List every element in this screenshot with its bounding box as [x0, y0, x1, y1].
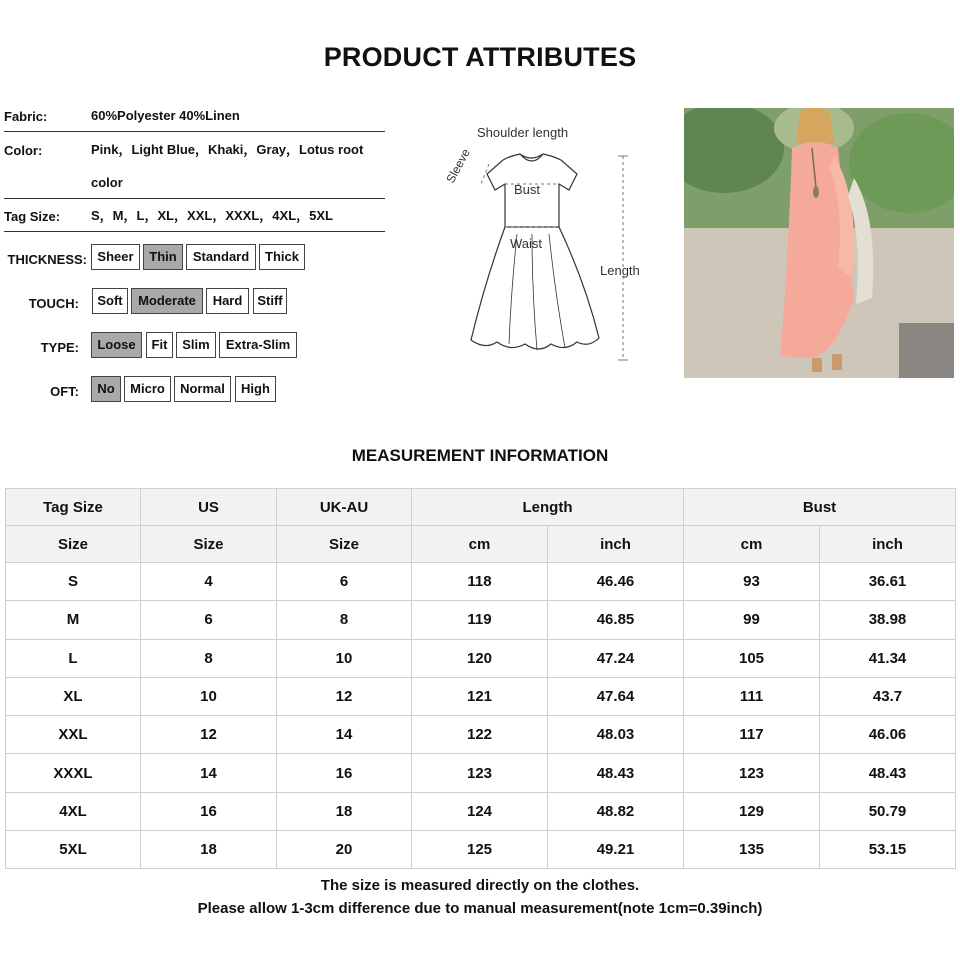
table-cell: 120	[412, 639, 548, 677]
table-cell: XL	[6, 677, 141, 715]
table-cell: XXL	[6, 716, 141, 754]
oft-high: High	[235, 376, 276, 402]
table-cell: 8	[277, 601, 412, 639]
table-cell: 122	[412, 716, 548, 754]
shoulder-length-label: Shoulder length	[477, 125, 569, 140]
header-cell: Bust	[684, 489, 956, 526]
table-row	[6, 754, 956, 792]
table-cell: 12	[141, 716, 277, 754]
divider	[4, 131, 385, 132]
table-cell: 10	[141, 677, 277, 715]
table-cell: 125	[412, 831, 548, 869]
measurement-title: MEASUREMENT INFORMATION	[351, 446, 609, 465]
fabric-value: 60%Polyester 40%Linen	[91, 108, 240, 123]
table-cell: 16	[277, 754, 412, 792]
table-row	[6, 792, 956, 830]
table-cell: 118	[412, 563, 548, 601]
table-cell: S	[6, 563, 141, 601]
table-cell: 47.24	[548, 639, 684, 677]
tag-size-label: Tag Size:	[4, 209, 61, 224]
table-cell: 4	[141, 563, 277, 601]
table-cell: 18	[277, 792, 412, 830]
note-line-2: Please allow 1-3cm difference due to manual measurement(note 1cm=0.39inch)	[197, 900, 763, 917]
table-cell: 18	[141, 831, 277, 869]
table-row	[6, 601, 956, 639]
table-cell: 99	[684, 601, 820, 639]
table-cell: 105	[684, 639, 820, 677]
table-cell: 129	[684, 792, 820, 830]
table-cell: 14	[141, 754, 277, 792]
dress-measurement-diagram	[425, 112, 665, 382]
header-cell: Tag Size	[6, 489, 141, 526]
oft-label: OFT:	[50, 384, 79, 399]
table-cell: 111	[684, 677, 820, 715]
table-cell: 5XL	[6, 831, 141, 869]
touch-soft: Soft	[92, 288, 128, 314]
fabric-row	[4, 99, 385, 132]
type-extra-slim: Extra-Slim	[219, 332, 297, 358]
table-cell: 36.61	[820, 563, 956, 601]
table-cell: 4XL	[6, 792, 141, 830]
table-cell: 119	[412, 601, 548, 639]
header-cell: Size	[277, 526, 412, 563]
sleeve-label: Sleeve	[443, 146, 473, 186]
table-row	[6, 563, 956, 601]
touch-stiff: Stiff	[253, 288, 287, 314]
thickness-thick: Thick	[259, 244, 305, 270]
table-cell: 121	[412, 677, 548, 715]
header-cell: cm	[412, 526, 548, 563]
thickness-standard: Standard	[186, 244, 256, 270]
table-row	[6, 831, 956, 869]
table-cell: XXXL	[6, 754, 141, 792]
table-cell: 47.64	[548, 677, 684, 715]
header-cell: inch	[820, 526, 956, 563]
table-row	[6, 716, 956, 754]
thickness-sheer: Sheer	[91, 244, 140, 270]
table-cell: 43.7	[820, 677, 956, 715]
table-cell: 14	[277, 716, 412, 754]
table-cell: 124	[412, 792, 548, 830]
bust-label: Bust	[514, 182, 541, 197]
tag-size-value: S，M，L，XL，XXL，XXXL，4XL，5XL	[91, 208, 333, 223]
header-cell: inch	[548, 526, 684, 563]
table-cell: 48.03	[548, 716, 684, 754]
table-cell: 50.79	[820, 792, 956, 830]
table-header-row	[6, 489, 956, 526]
table-cell: 48.43	[548, 754, 684, 792]
measurement-table	[5, 488, 956, 869]
table-cell: 46.06	[820, 716, 956, 754]
table-cell: 16	[141, 792, 277, 830]
header-cell: cm	[684, 526, 820, 563]
touch-label: TOUCH:	[28, 296, 79, 311]
table-cell: 20	[277, 831, 412, 869]
type-fit: Fit	[146, 332, 173, 358]
oft-normal: Normal	[174, 376, 231, 402]
table-cell: 93	[684, 563, 820, 601]
page-title: PRODUCT ATTRIBUTES	[323, 42, 637, 72]
header-cell: US	[141, 489, 277, 526]
table-cell: 12	[277, 677, 412, 715]
table-row	[6, 677, 956, 715]
divider	[4, 231, 385, 232]
table-cell: 46.85	[548, 601, 684, 639]
type-label: TYPE:	[40, 340, 79, 355]
product-photo	[684, 108, 954, 378]
table-cell: 41.34	[820, 639, 956, 677]
touch-hard: Hard	[206, 288, 249, 314]
table-cell: 117	[684, 716, 820, 754]
touch-moderate: Moderate	[131, 288, 203, 314]
oft-micro: Micro	[124, 376, 171, 402]
table-row	[6, 639, 956, 677]
table-cell: 123	[684, 754, 820, 792]
table-cell: 6	[141, 601, 277, 639]
length-label: Length	[600, 263, 640, 278]
oft-no: No	[91, 376, 121, 402]
table-cell: 10	[277, 639, 412, 677]
note-line-1: The size is measured directly on the clothes.	[320, 877, 640, 894]
table-cell: 123	[412, 754, 548, 792]
type-slim: Slim	[176, 332, 216, 358]
table-cell: M	[6, 601, 141, 639]
header-cell: Size	[6, 526, 141, 563]
thickness-thin: Thin	[143, 244, 183, 270]
tag-size-row	[4, 200, 385, 233]
color-value: Pink，Light Blue，Khaki，Gray，Lotus root color	[91, 142, 364, 190]
fabric-label: Fabric:	[4, 109, 48, 124]
table-subheader-row	[6, 526, 956, 563]
table-cell: 6	[277, 563, 412, 601]
table-cell: 49.21	[548, 831, 684, 869]
type-loose: Loose	[91, 332, 142, 358]
table-cell: L	[6, 639, 141, 677]
thickness-label: THICKNESS:	[7, 252, 87, 267]
table-cell: 48.43	[820, 754, 956, 792]
table-cell: 53.15	[820, 831, 956, 869]
divider	[4, 198, 385, 199]
color-label: Color:	[4, 143, 43, 158]
waist-label: Waist	[510, 236, 543, 251]
header-cell: Length	[412, 489, 684, 526]
header-cell: Size	[141, 526, 277, 563]
header-cell: UK-AU	[277, 489, 412, 526]
color-row	[4, 133, 385, 199]
table-cell: 48.82	[548, 792, 684, 830]
table-cell: 8	[141, 639, 277, 677]
table-cell: 38.98	[820, 601, 956, 639]
table-cell: 135	[684, 831, 820, 869]
table-cell: 46.46	[548, 563, 684, 601]
